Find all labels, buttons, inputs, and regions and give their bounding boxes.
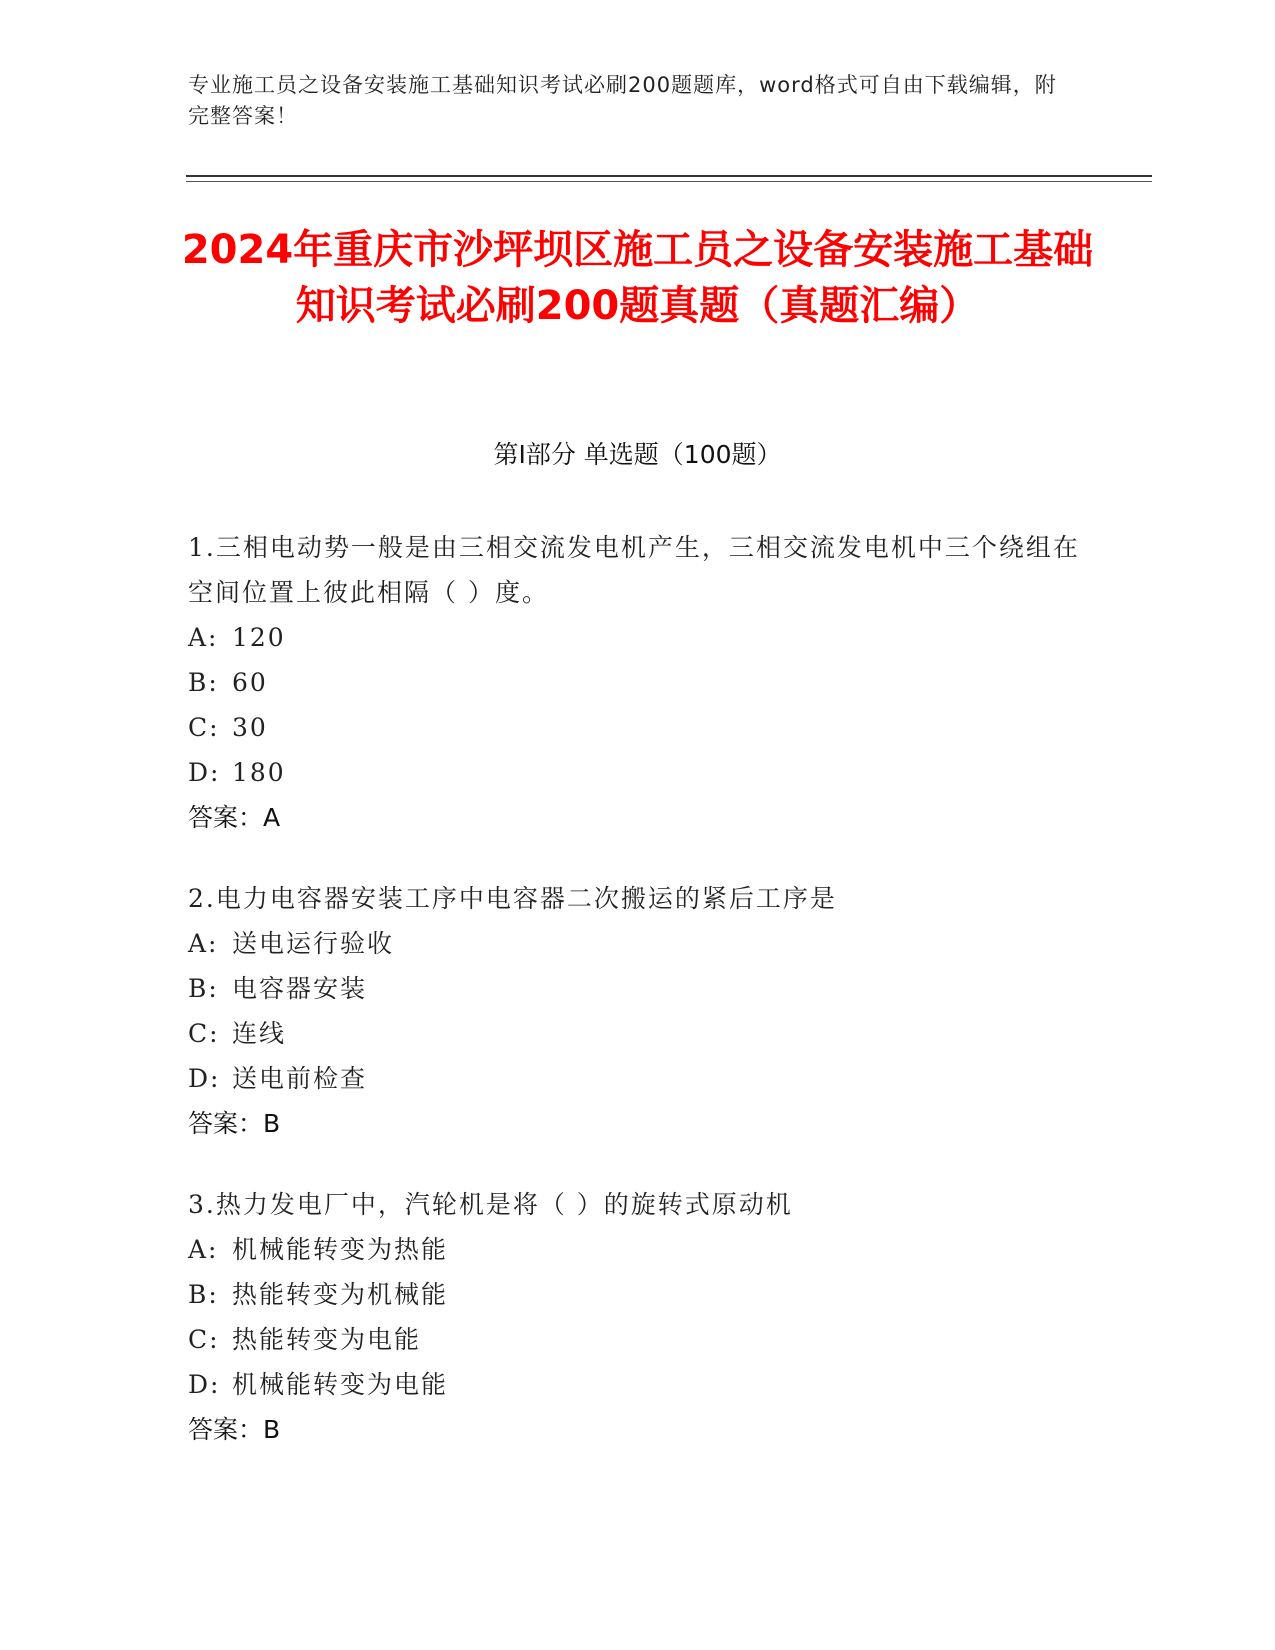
- option-text: 热能转变为机械能: [232, 1280, 449, 1309]
- option-letter: A:: [188, 929, 219, 958]
- question-stem: 2.电力电容器安装工序中电容器二次搬运的紧后工序是: [188, 884, 837, 913]
- header-divider-thick: [186, 175, 1152, 177]
- option-b: [188, 966, 1088, 1011]
- option-d: [188, 1056, 1088, 1101]
- option-a: [188, 1227, 1088, 1272]
- option-letter: B:: [188, 974, 219, 1003]
- option-text: 60: [232, 668, 268, 697]
- option-c: [188, 705, 1088, 750]
- option-letter: B:: [188, 668, 219, 697]
- option-text: 电容器安装: [232, 974, 368, 1003]
- option-text: 送电前检查: [232, 1064, 368, 1093]
- option-letter: D:: [188, 1064, 221, 1093]
- option-c: [188, 1011, 1088, 1056]
- option-text: 120: [232, 623, 286, 652]
- option-text: 180: [232, 758, 286, 787]
- question-stem: 1.三相电动势一般是由三相交流发电机产生，三相交流发电机中三个绕组在空间位置上彼此相隔（ ）度。: [188, 533, 1080, 607]
- option-a: [188, 921, 1088, 966]
- option-letter: D:: [188, 758, 221, 787]
- option-letter: B:: [188, 1280, 219, 1309]
- option-text: 机械能转变为热能: [232, 1235, 449, 1264]
- option-d: [188, 750, 1088, 795]
- option-letter: C:: [188, 1325, 220, 1354]
- option-text: 连线: [232, 1019, 287, 1048]
- question-item: [188, 525, 1088, 840]
- option-b: [188, 1272, 1088, 1317]
- question-item: [188, 876, 1088, 1146]
- option-text: 机械能转变为电能: [232, 1370, 449, 1399]
- answer-line: 答案：B: [188, 1109, 281, 1138]
- question-stem: 3.热力发电厂中，汽轮机是将（ ）的旋转式原动机: [188, 1190, 793, 1219]
- option-text: 热能转变为电能: [232, 1325, 422, 1354]
- option-d: [188, 1362, 1088, 1407]
- option-text: 30: [232, 713, 268, 742]
- header-divider-thin: [186, 181, 1152, 182]
- option-a: [188, 615, 1088, 660]
- header-note: 专业施工员之设备安装施工基础知识考试必刷200题题库，word格式可自由下载编辑，附完整答案！: [188, 73, 1057, 128]
- option-letter: C:: [188, 713, 220, 742]
- option-c: [188, 1317, 1088, 1362]
- option-text: 送电运行验收: [232, 929, 395, 958]
- option-letter: A:: [188, 1235, 219, 1264]
- option-letter: A:: [188, 623, 219, 652]
- section-heading: 第I部分 单选题（100题）: [493, 440, 782, 469]
- option-b: [188, 660, 1088, 705]
- answer-line: 答案：A: [188, 803, 281, 832]
- option-letter: C:: [188, 1019, 220, 1048]
- question-list: [188, 525, 1088, 1488]
- question-item: [188, 1182, 1088, 1452]
- document-title: 2024年重庆市沙坪坝区施工员之设备安装施工基础知识考试必刷200题真题（真题汇编）: [181, 227, 1094, 329]
- answer-line: 答案：B: [188, 1415, 281, 1444]
- option-letter: D:: [188, 1370, 221, 1399]
